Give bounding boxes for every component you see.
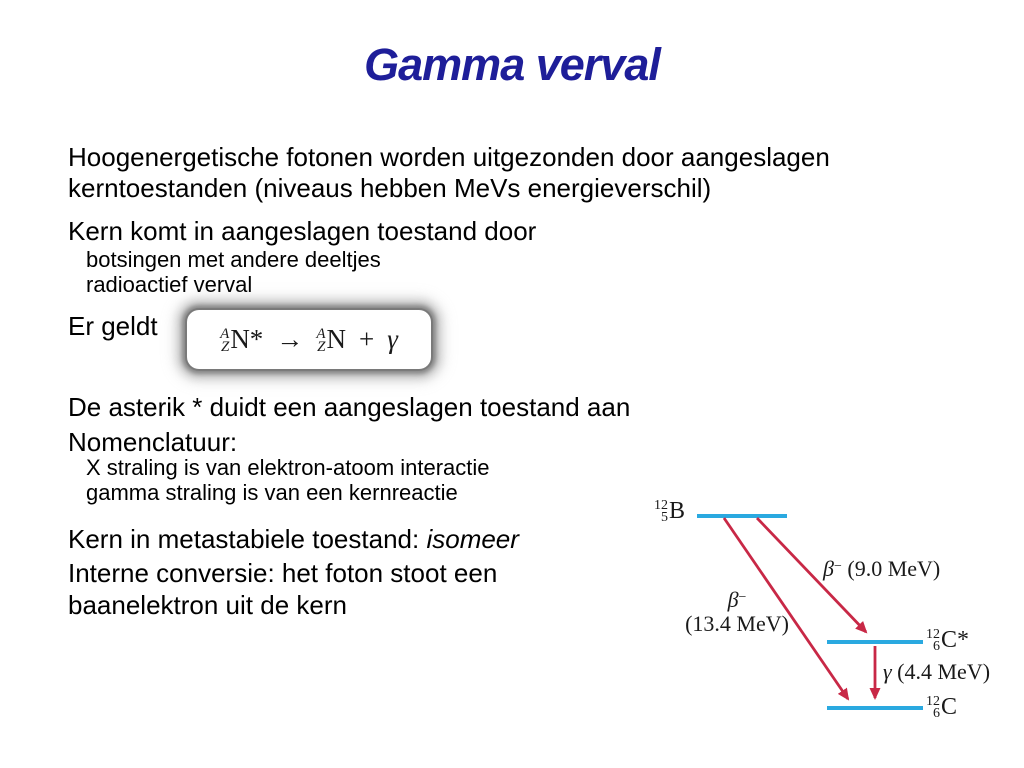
gamma-symbol: γ xyxy=(883,659,892,684)
nuclide-symbol: N xyxy=(326,324,346,354)
excited-state-heading: Kern komt in aangeslagen toestand door xyxy=(68,216,537,246)
mass-number: 12 xyxy=(926,627,940,642)
atomic-number: 6 xyxy=(933,706,940,721)
reaction-arrow: → xyxy=(276,324,304,354)
b12-label xyxy=(654,499,685,523)
beta-9mev-label xyxy=(823,555,940,581)
list-item: gamma straling is van een kernreactie xyxy=(86,480,458,505)
c12-star-label xyxy=(926,628,969,652)
element-symbol: C xyxy=(941,694,958,720)
minus-superscript: − xyxy=(738,590,747,605)
plus-sign: + xyxy=(358,324,375,354)
er-geldt-label: Er geldt xyxy=(68,311,158,341)
mass-charge-stack xyxy=(220,325,230,355)
list-item: radioactief verval xyxy=(86,272,253,297)
formula-row xyxy=(220,324,398,355)
mass-number: A xyxy=(220,325,230,342)
beta-symbol: β xyxy=(727,587,739,612)
beta-symbol: β xyxy=(823,556,834,581)
intro-paragraph: Hoogenergetische fotonen worden uitgezonden door aangeslagen kerntoestanden (niveaus hebben MeVs energieverschil) xyxy=(68,142,830,203)
list-item: botsingen met andere deeltjes xyxy=(86,247,381,272)
asterisk-note: De asterik * duidt een aangeslagen toestand aan xyxy=(68,392,631,422)
element-symbol: B xyxy=(669,498,686,524)
energy-value: (4.4 MeV) xyxy=(897,659,991,684)
mass-charge-stack xyxy=(654,500,668,524)
metastable-line xyxy=(68,524,628,555)
nomenclature-heading: Nomenclatuur: xyxy=(68,427,238,457)
gamma-label xyxy=(883,660,990,684)
element-symbol: C* xyxy=(941,627,970,653)
mass-number: A xyxy=(316,325,326,342)
decay-level-diagram xyxy=(640,490,1024,752)
ground-nuclide xyxy=(316,324,346,355)
gamma-decay-formula xyxy=(187,310,431,369)
excited-state-list xyxy=(86,247,686,297)
excited-nuclide xyxy=(220,324,263,355)
beta-13mev-label xyxy=(681,586,793,636)
mass-charge-stack xyxy=(316,325,326,355)
isomer-term: isomeer xyxy=(426,524,519,554)
mass-number: 12 xyxy=(926,694,940,709)
energy-value: (9.0 MeV) xyxy=(847,556,941,581)
atomic-number: Z xyxy=(220,338,230,355)
page-title: Gamma verval xyxy=(364,39,660,90)
minus-superscript: − xyxy=(833,559,842,574)
gamma-symbol: γ xyxy=(387,324,398,354)
metastable-prefix: Kern in metastabiele toestand: xyxy=(68,524,427,554)
atomic-number: Z xyxy=(317,338,326,355)
mass-number: 12 xyxy=(654,498,668,513)
atomic-number: 5 xyxy=(661,510,668,525)
mass-charge-stack xyxy=(926,629,940,653)
c12-label xyxy=(926,695,957,719)
nuclide-symbol: N* xyxy=(230,324,264,354)
internal-conversion-paragraph: Interne conversie: het foton stoot een baanelektron uit de kern xyxy=(68,558,498,620)
mass-charge-stack xyxy=(926,696,940,720)
beta-symbol-line xyxy=(681,586,793,612)
nomenclature-list xyxy=(86,455,686,505)
atomic-number: 6 xyxy=(933,639,940,654)
list-item: X straling is van elektron-atoom interactie xyxy=(86,455,490,480)
energy-value: (13.4 MeV) xyxy=(685,611,789,636)
